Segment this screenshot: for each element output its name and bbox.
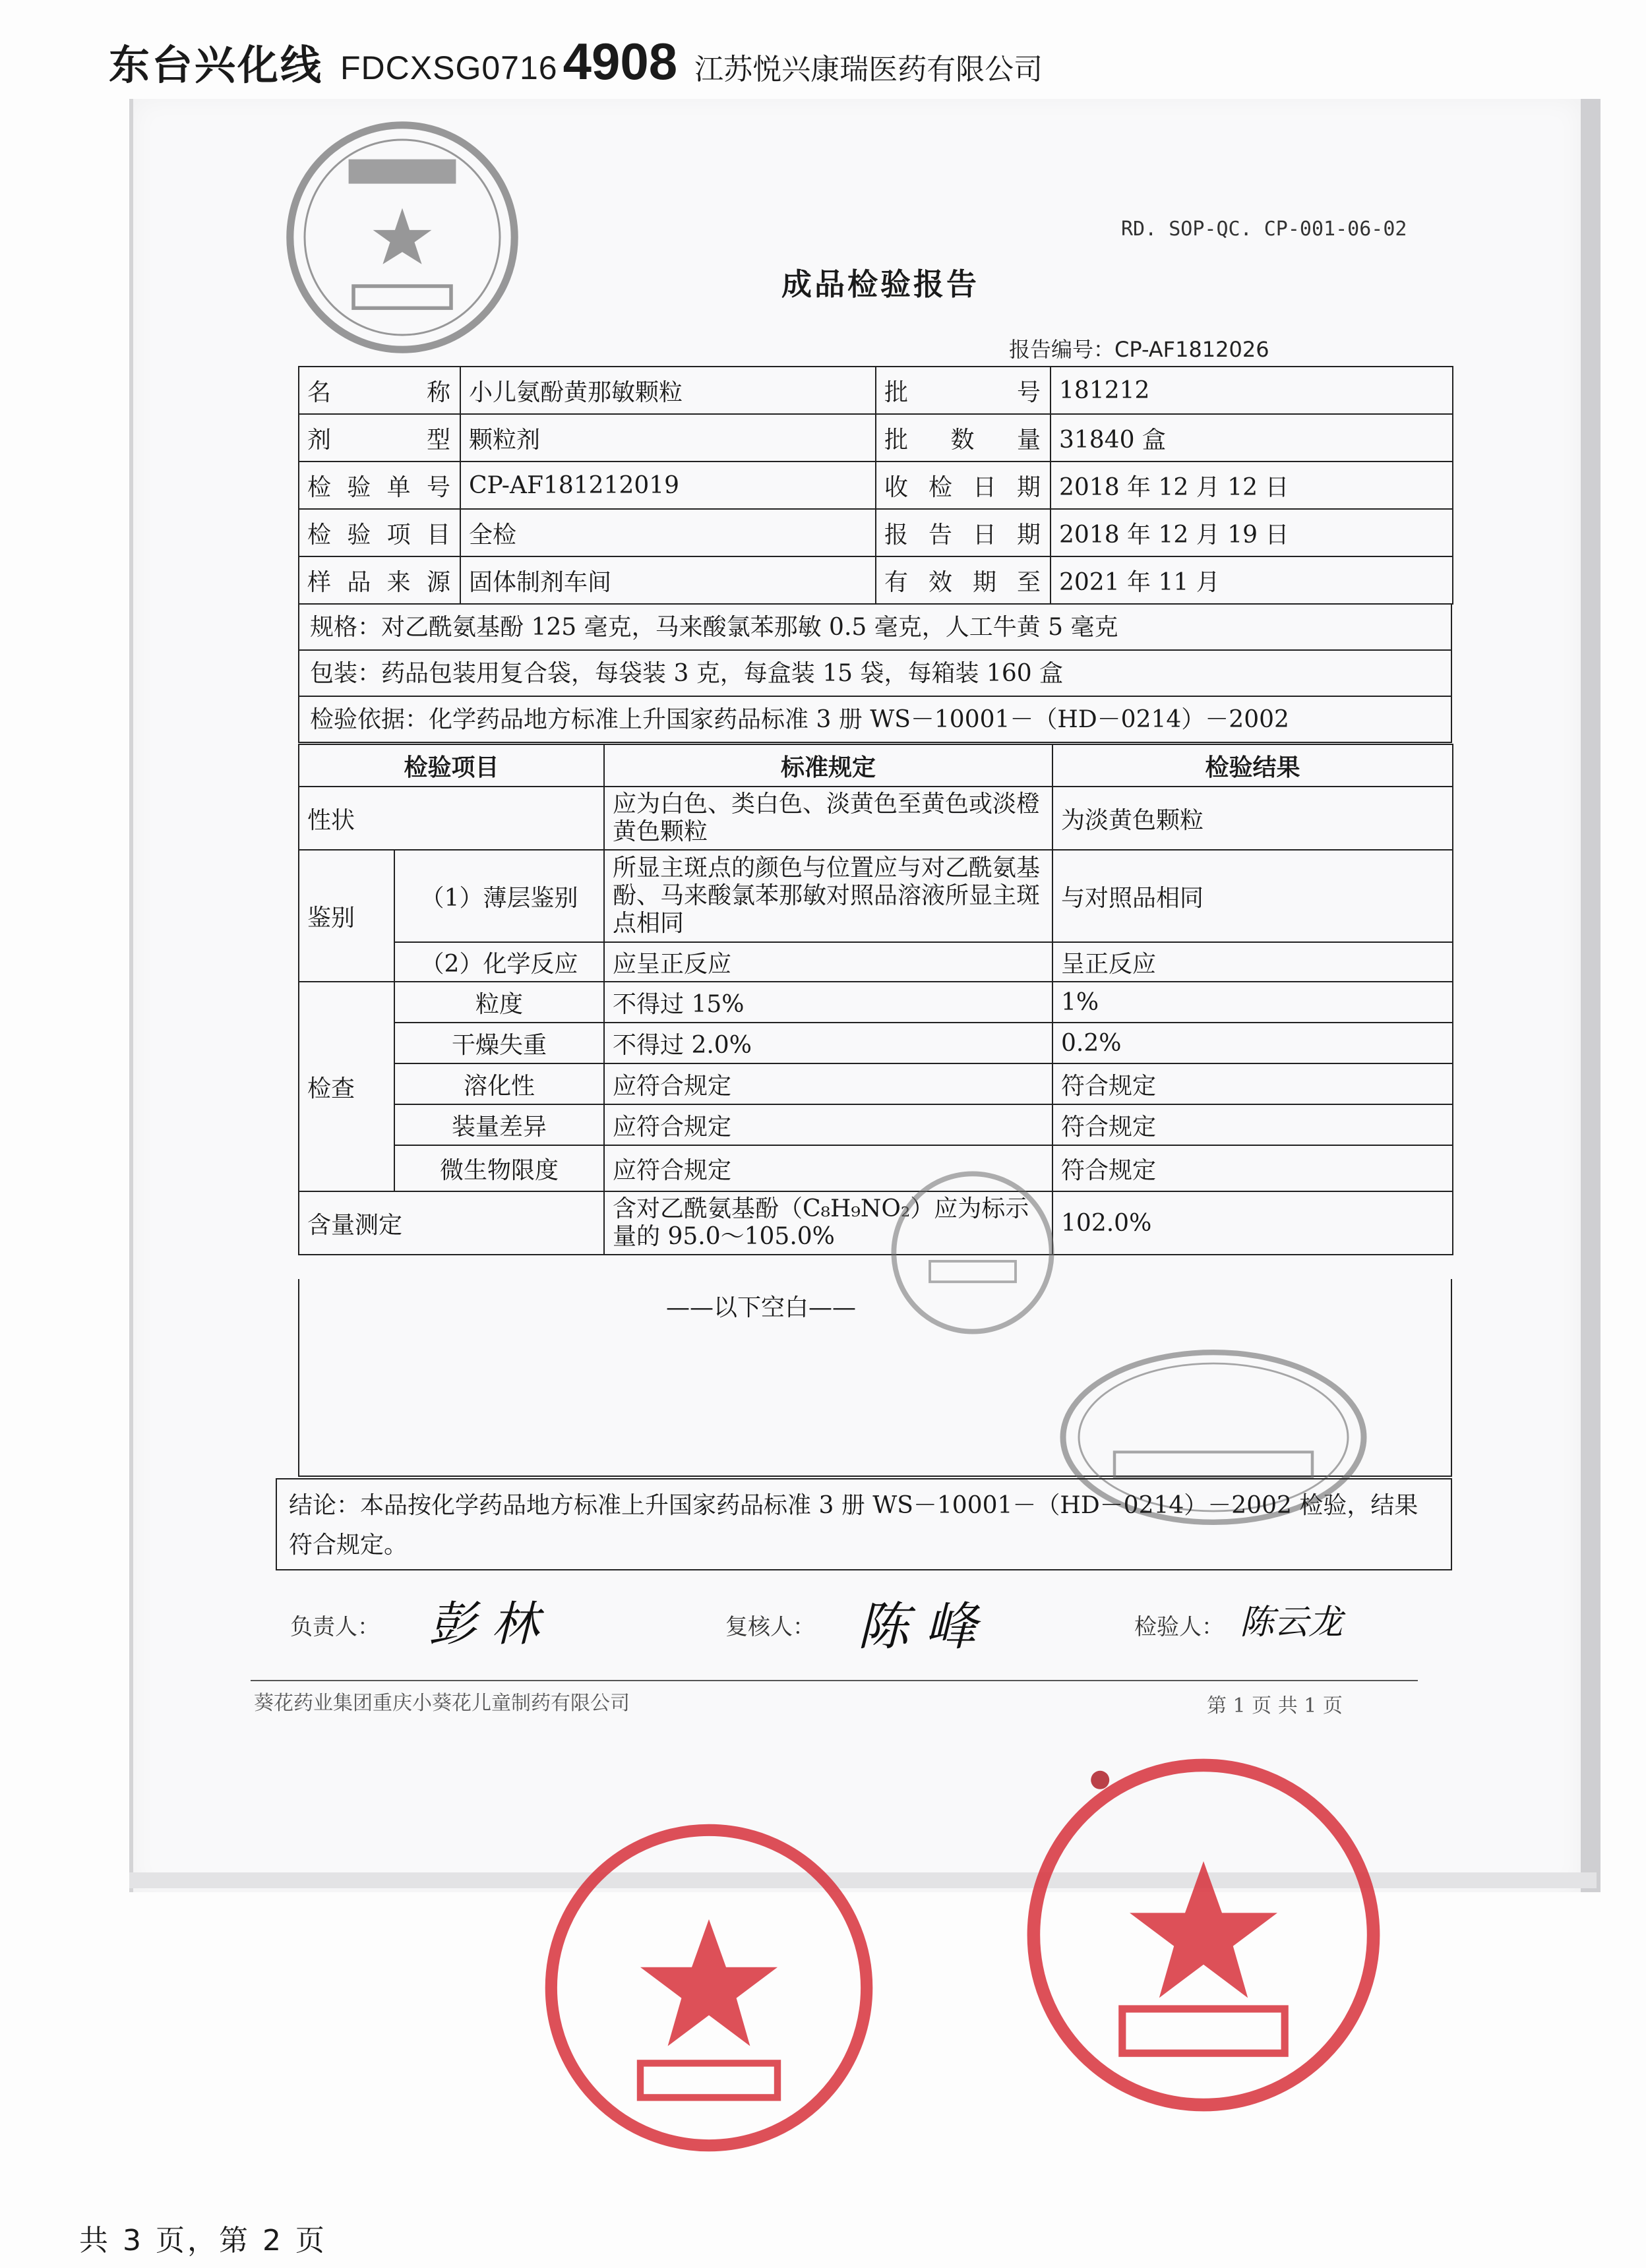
- report-date-label: 报告日期: [876, 509, 1051, 556]
- info-table: [298, 366, 1453, 605]
- table-row: [299, 462, 1453, 509]
- footer-company: 葵花药业集团重庆小葵花儿童制药有限公司: [254, 1692, 630, 1715]
- conclusion-box: 结论：本品按化学药品地方标准上升国家药品标准 3 册 WS－10001－（HD－0214）－2002 检验，结果符合规定。: [276, 1478, 1452, 1570]
- fill-label: 装量差异: [394, 1104, 604, 1145]
- sol-label: 溶化性: [394, 1063, 604, 1104]
- item-label: 检验项目: [299, 509, 460, 556]
- header-item: 检验项目: [299, 744, 604, 787]
- chem-label: （2）化学反应: [394, 942, 604, 982]
- red-stamp-right: [1019, 1750, 1388, 2120]
- name-label: 名称: [299, 367, 460, 414]
- responsible-signature: 彭 林: [429, 1596, 539, 1652]
- table-row: [299, 1191, 1453, 1255]
- spec-row: 规格：对乙酰氨基酚 125 毫克，马来酸氯苯那敏 0.5 毫克，人工牛黄 5 毫克: [298, 605, 1452, 651]
- source-value: 固体制剂车间: [460, 556, 876, 604]
- gran-standard: 不得过 15%: [604, 982, 1052, 1023]
- table-row: [299, 982, 1453, 1023]
- report-number: 报告编号：CP-AF1812026: [1009, 337, 1269, 362]
- report-date-value: 2018 年 12 月 19 日: [1051, 509, 1453, 556]
- basis-row: 检验依据：化学药品地方标准上升国家药品标准 3 册 WS－10001－（HD－0214）－2002: [298, 697, 1452, 743]
- top-company: 江苏悦兴康瑞医药有限公司: [694, 53, 1043, 86]
- code-suffix: 4908: [563, 32, 678, 90]
- route-title: 东台兴化线: [109, 41, 324, 89]
- dry-result: 0.2%: [1052, 1023, 1453, 1063]
- doc-number: RD. SOP-QC. CP-001-06-02: [1121, 218, 1407, 241]
- micro-result: 符合规定: [1052, 1145, 1453, 1191]
- table-row: [299, 1104, 1453, 1145]
- table-row: [299, 1145, 1453, 1191]
- qty-value: 31840 盒: [1051, 414, 1453, 462]
- chem-standard: 应呈正反应: [604, 942, 1052, 982]
- fill-result: 符合规定: [1052, 1104, 1453, 1145]
- recv-label: 收检日期: [876, 462, 1051, 509]
- top-header: [109, 32, 1043, 92]
- item-value: 全检: [460, 509, 876, 556]
- trait-result: 为淡黄色颗粒: [1052, 787, 1453, 850]
- tlc-label: （1）薄层鉴别: [394, 850, 604, 942]
- form-label: 剂型: [299, 414, 460, 462]
- gran-label: 粒度: [394, 982, 604, 1023]
- assay-result: 102.0%: [1052, 1191, 1453, 1255]
- table-row: [299, 367, 1453, 414]
- ident-label: 鉴别: [299, 850, 394, 982]
- table-row: [299, 787, 1453, 850]
- chem-result: 呈正反应: [1052, 942, 1453, 982]
- source-label: 样品来源: [299, 556, 460, 604]
- reviewer-label: 复核人：: [725, 1614, 815, 1640]
- responsible-label: 负责人：: [290, 1614, 380, 1640]
- sol-result: 符合规定: [1052, 1063, 1453, 1104]
- qty-label: 批数量: [876, 414, 1051, 462]
- test-results-table: [298, 744, 1453, 1255]
- trait-standard: 应为白色、类白色、淡黄色至黄色或淡橙黄色颗粒: [604, 787, 1052, 850]
- form-value: 颗粒剂: [460, 414, 876, 462]
- recv-value: 2018 年 12 月 12 日: [1051, 462, 1453, 509]
- gray-stamp-top-left: [280, 115, 524, 359]
- blank-note: ——以下空白——: [666, 1294, 857, 1321]
- product-name: 小儿氨酚黄那敏颗粒: [460, 367, 876, 414]
- header-result: 检验结果: [1052, 744, 1453, 787]
- red-stamp-left: [537, 1816, 880, 2159]
- table-row: [299, 942, 1453, 982]
- fill-standard: 应符合规定: [604, 1104, 1052, 1145]
- reviewer-signature: 陈 峰: [857, 1597, 977, 1657]
- table-header-row: [299, 744, 1453, 787]
- expiry-value: 2021 年 11 月: [1051, 556, 1453, 604]
- gran-result: 1%: [1052, 982, 1453, 1023]
- code-prefix: FDCXSG0716: [340, 49, 558, 86]
- dry-label: 干燥失重: [394, 1023, 604, 1063]
- dry-standard: 不得过 2.0%: [604, 1023, 1052, 1063]
- report-title: 成品检验报告: [781, 266, 979, 302]
- table-row: [299, 414, 1453, 462]
- trait-label: 性状: [299, 787, 604, 850]
- micro-label: 微生物限度: [394, 1145, 604, 1191]
- table-row: [299, 1063, 1453, 1104]
- footer-page-number: 第 1 页 共 1 页: [1207, 1694, 1343, 1717]
- micro-standard: 应符合规定: [604, 1145, 1052, 1191]
- table-row: [299, 509, 1453, 556]
- sheet-value: CP-AF181212019: [460, 462, 876, 509]
- batch-value: 181212: [1051, 367, 1453, 414]
- tlc-result: 与对照品相同: [1052, 850, 1453, 942]
- table-row: [299, 556, 1453, 604]
- check-label: 检查: [299, 982, 394, 1191]
- page-indicator: 共 3 页，第 2 页: [79, 2224, 327, 2257]
- inspector-signature: 陈云龙: [1240, 1603, 1343, 1642]
- gray-stamp-quality-mid: [887, 1167, 1058, 1338]
- table-row: [299, 850, 1453, 942]
- batch-label: 批号: [876, 367, 1051, 414]
- footer-divider: [251, 1680, 1418, 1681]
- sheet-label: 检验单号: [299, 462, 460, 509]
- package-row: 包装：药品包装用复合袋，每袋装 3 克，每盒装 15 袋，每箱装 160 盒: [298, 651, 1452, 697]
- expiry-label: 有效期至: [876, 556, 1051, 604]
- assay-standard: 含对乙酰氨基酚（C₈H₉NO₂）应为标示量的 95.0～105.0%: [604, 1191, 1052, 1255]
- sol-standard: 应符合规定: [604, 1063, 1052, 1104]
- tlc-standard: 所显主斑点的颜色与位置应与对乙酰氨基酚、马来酸氯苯那敏对照品溶液所显主斑点相同: [604, 850, 1052, 942]
- assay-label: 含量测定: [299, 1191, 604, 1255]
- header-standard: 标准规定: [604, 744, 1052, 787]
- table-row: [299, 1023, 1453, 1063]
- inspector-label: 检验人：: [1134, 1614, 1224, 1640]
